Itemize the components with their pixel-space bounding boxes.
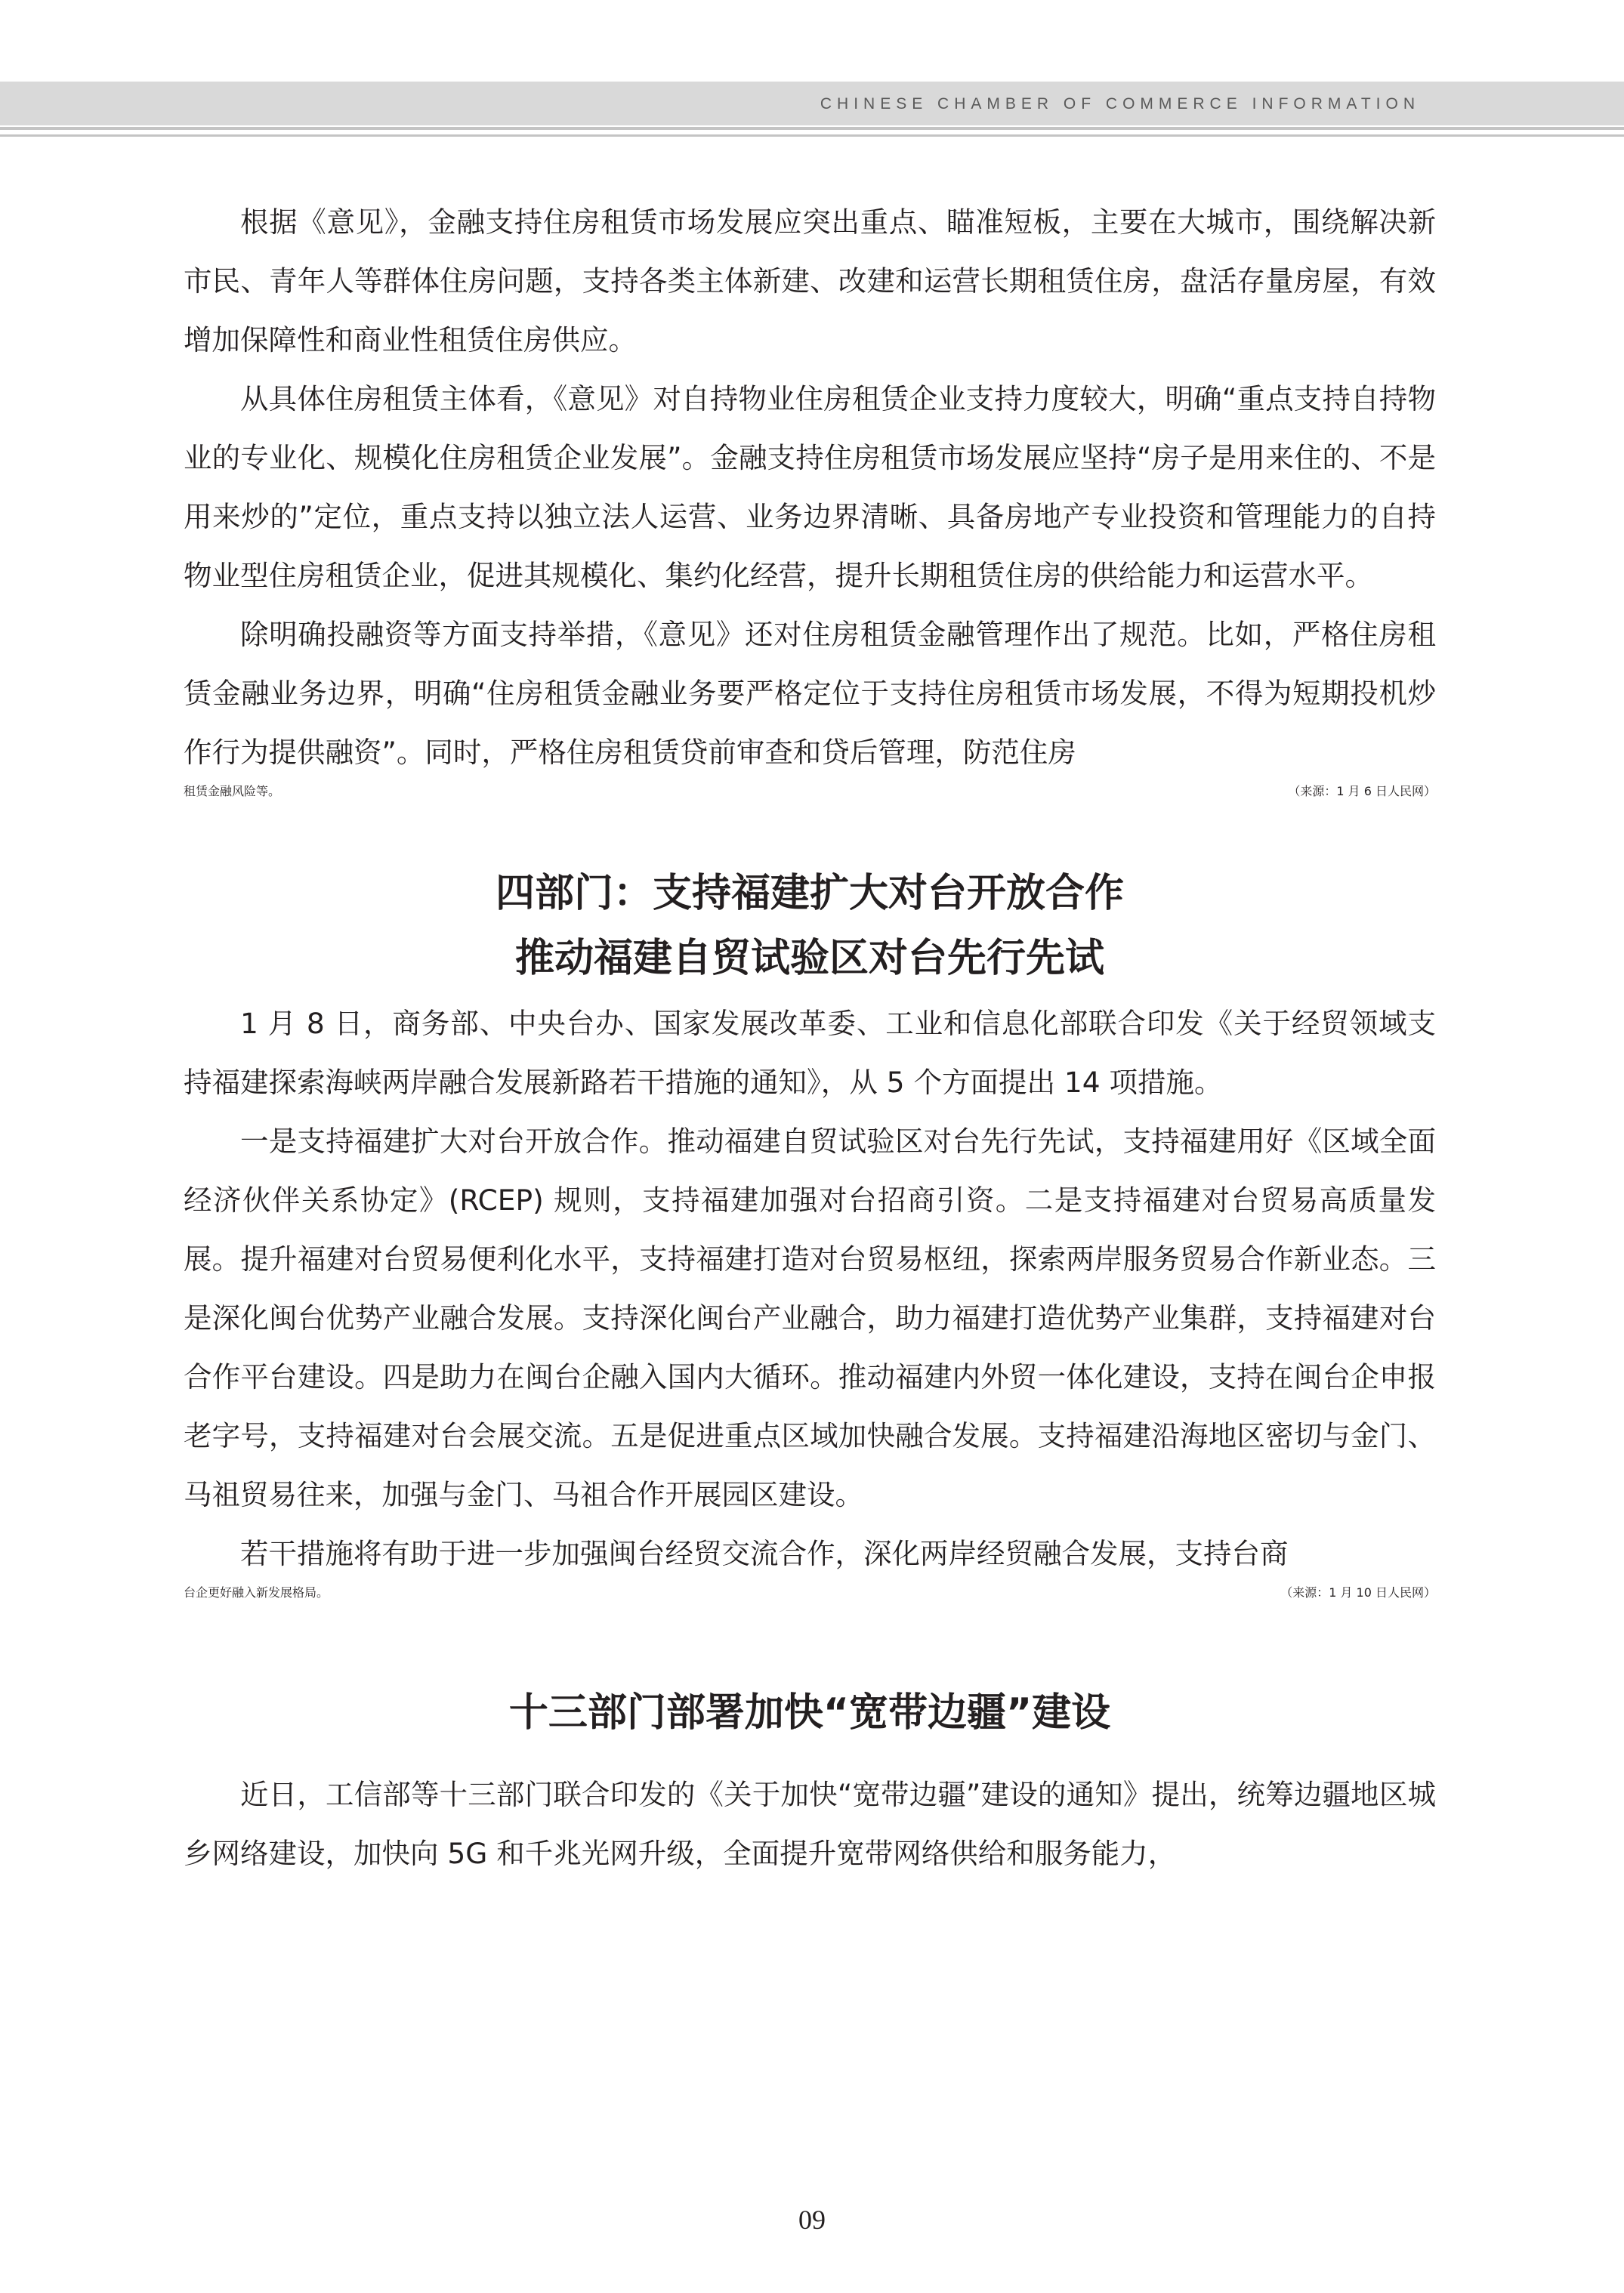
article-heading <box>184 861 1436 991</box>
article-title-line: 四部门：支持福建扩大对台开放合作 <box>495 871 1124 916</box>
source-citation: （来源：1 月 6 日人民网） <box>1288 784 1436 798</box>
article-heading <box>184 1680 1436 1745</box>
paragraph: 除明确投融资等方面支持举措，《意见》还对住房租赁金融管理作出了规范。比如，严格住房租赁金融业务边界，明确“住房租赁金融业务要严格定位于支持住房租赁市场发展，不得为短期投机炒作行为提供融资”。同时，严格住房租赁贷前审查和贷后管理，防范住房 <box>184 618 1436 769</box>
paragraph-tail: 台企更好融入新发展格局。 <box>184 1585 329 1600</box>
paragraph-end-line <box>184 782 1436 799</box>
header-rule <box>0 127 1624 130</box>
page-content <box>184 193 1436 1883</box>
article-title-line: 推动福建自贸试验区对台先行先试 <box>514 936 1104 981</box>
paragraph: 根据《意见》，金融支持住房租赁市场发展应突出重点、瞄准短板，主要在大城市，围绕解决新市民、青年人等群体住房问题，支持各类主体新建、改建和运营长期租赁住房，盘活存量房屋，有效增加保障性和商业性租赁住房供应。 <box>184 205 1436 356</box>
article-broadband-border <box>184 1680 1436 1883</box>
paragraph-end-line <box>184 1583 1436 1600</box>
article-title: 十三部门部署加快“宽带边疆”建设 <box>508 1690 1111 1736</box>
source-citation: （来源：1 月 10 日人民网） <box>1280 1585 1436 1600</box>
page-number: 09 <box>798 2205 826 2235</box>
header-rule <box>0 134 1624 137</box>
running-header: CHINESE CHAMBER OF COMMERCE INFORMATION <box>820 95 1420 113</box>
paragraph: 若干措施将有助于进一步加强闽台经贸交流合作，深化两岸经贸融合发展，支持台商 <box>240 1537 1289 1570</box>
article-housing-rental <box>184 193 1436 799</box>
article-fujian-taiwan <box>184 861 1436 1600</box>
paragraph: 近日，工信部等十三部门联合印发的《关于加快“宽带边疆”建设的通知》提出，统筹边疆地区城乡网络建设，加快向 5G 和千兆光网升级，全面提升宽带网络供给和服务能力， <box>184 1778 1436 1870</box>
paragraph-tail: 租赁金融风险等。 <box>184 784 281 798</box>
paragraph: 1 月 8 日，商务部、中央台办、国家发展改革委、工业和信息化部联合印发《关于经贸领域支持福建探索海峡两岸融合发展新路若干措施的通知》，从 5 个方面提出 14 项措施。 <box>184 1007 1436 1099</box>
paragraph: 一是支持福建扩大对台开放合作。推动福建自贸试验区对台先行先试，支持福建用好《区域全面经济伙伴关系协定》(RCEP) 规则，支持福建加强对台招商引资。二是支持福建对台贸易高质量发展。提升福建对台贸易便利化水平，支持福建打造对台贸易枢纽，探索两岸服务贸易合作新业态。三是深化闽台优势产业融合发展。支持深化闽台产业融合，助力福建打造优势产业集群，支持福建对台合作平台建设。四是助力在闽台企融入国内大循环。推动福建内外贸一体化建设，支持在闽台企申报老字号，支持福建对台会展交流。五是促进重点区域加快融合发展。支持福建沿海地区密切与金门、马祖贸易往来，加强与金门、马祖合作开展园区建设。 <box>184 1125 1436 1511</box>
paragraph: 从具体住房租赁主体看，《意见》对自持物业住房租赁企业支持力度较大，明确“重点支持自持物业的专业化、规模化住房租赁企业发展”。金融支持住房租赁市场发展应坚持“房子是用来住的、不是用来炒的”定位，重点支持以独立法人运营、业务边界清晰、具备房地产专业投资和管理能力的自持物业型住房租赁企业，促进其规模化、集约化经营，提升长期租赁住房的供给能力和运营水平。 <box>184 382 1436 592</box>
